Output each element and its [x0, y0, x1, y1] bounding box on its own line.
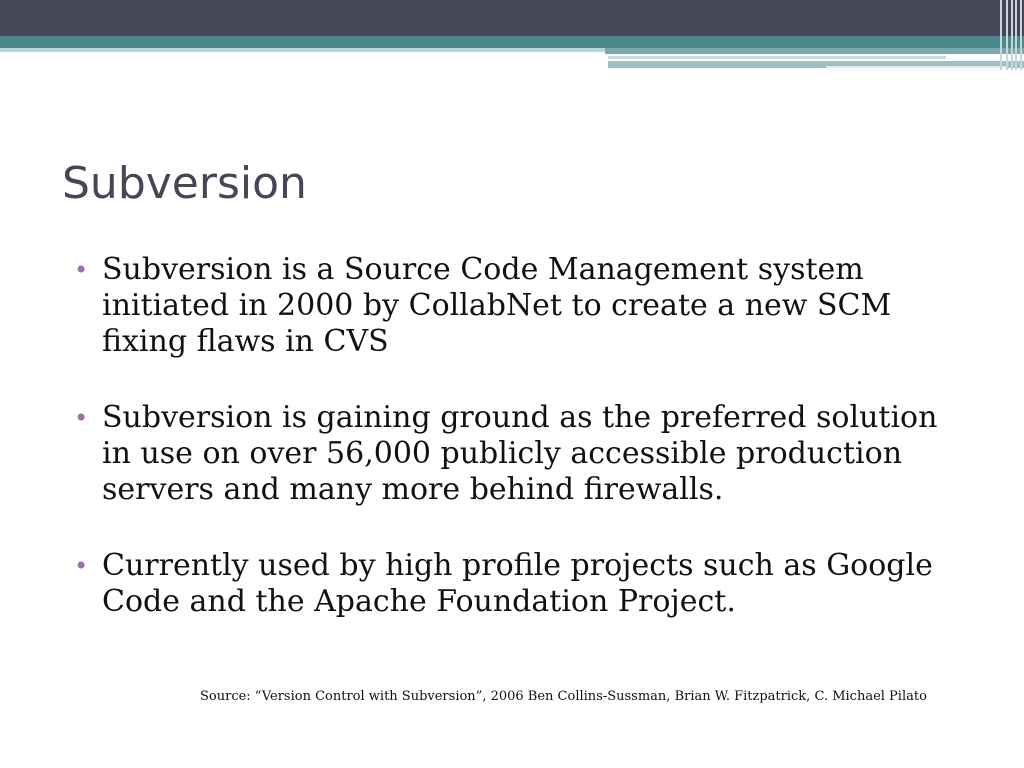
bullet-item — [72, 400, 972, 508]
bullet-text: Subversion is a Source Code Management system initiated in 2000 by CollabNet to create a new SCM fixing flaws in CVS — [102, 252, 892, 359]
bullet-text: Currently used by high profile projects such as Google Code and the Apache Foundation Project. — [102, 548, 933, 619]
header-band-accent-highlight — [826, 66, 1006, 68]
bullet-item — [72, 548, 972, 620]
bullet-marker: • — [74, 404, 89, 432]
bullet-marker: • — [74, 256, 89, 284]
bullet-list — [72, 252, 972, 660]
bullet-text: Subversion is gaining ground as the preferred solution in use on over 56,000 publicly accessible production servers and many more behind firewalls. — [102, 400, 938, 507]
bullet-item — [72, 252, 972, 360]
bullet-marker: • — [74, 552, 89, 580]
source-citation: Source: “Version Control with Subversion”, 2006 Ben Collins-Sussman, Brian W. Fitzpatrick, C. Michael Pilato — [200, 689, 927, 704]
header-vertical-stripes — [996, 0, 1024, 70]
header-band-dark — [0, 0, 1024, 36]
header-band-light — [0, 48, 605, 52]
header-band-accent-thin — [608, 56, 946, 59]
slide-title: Subversion — [62, 158, 307, 209]
header-band-teal — [0, 36, 1024, 48]
header-band-accent — [605, 48, 1024, 54]
